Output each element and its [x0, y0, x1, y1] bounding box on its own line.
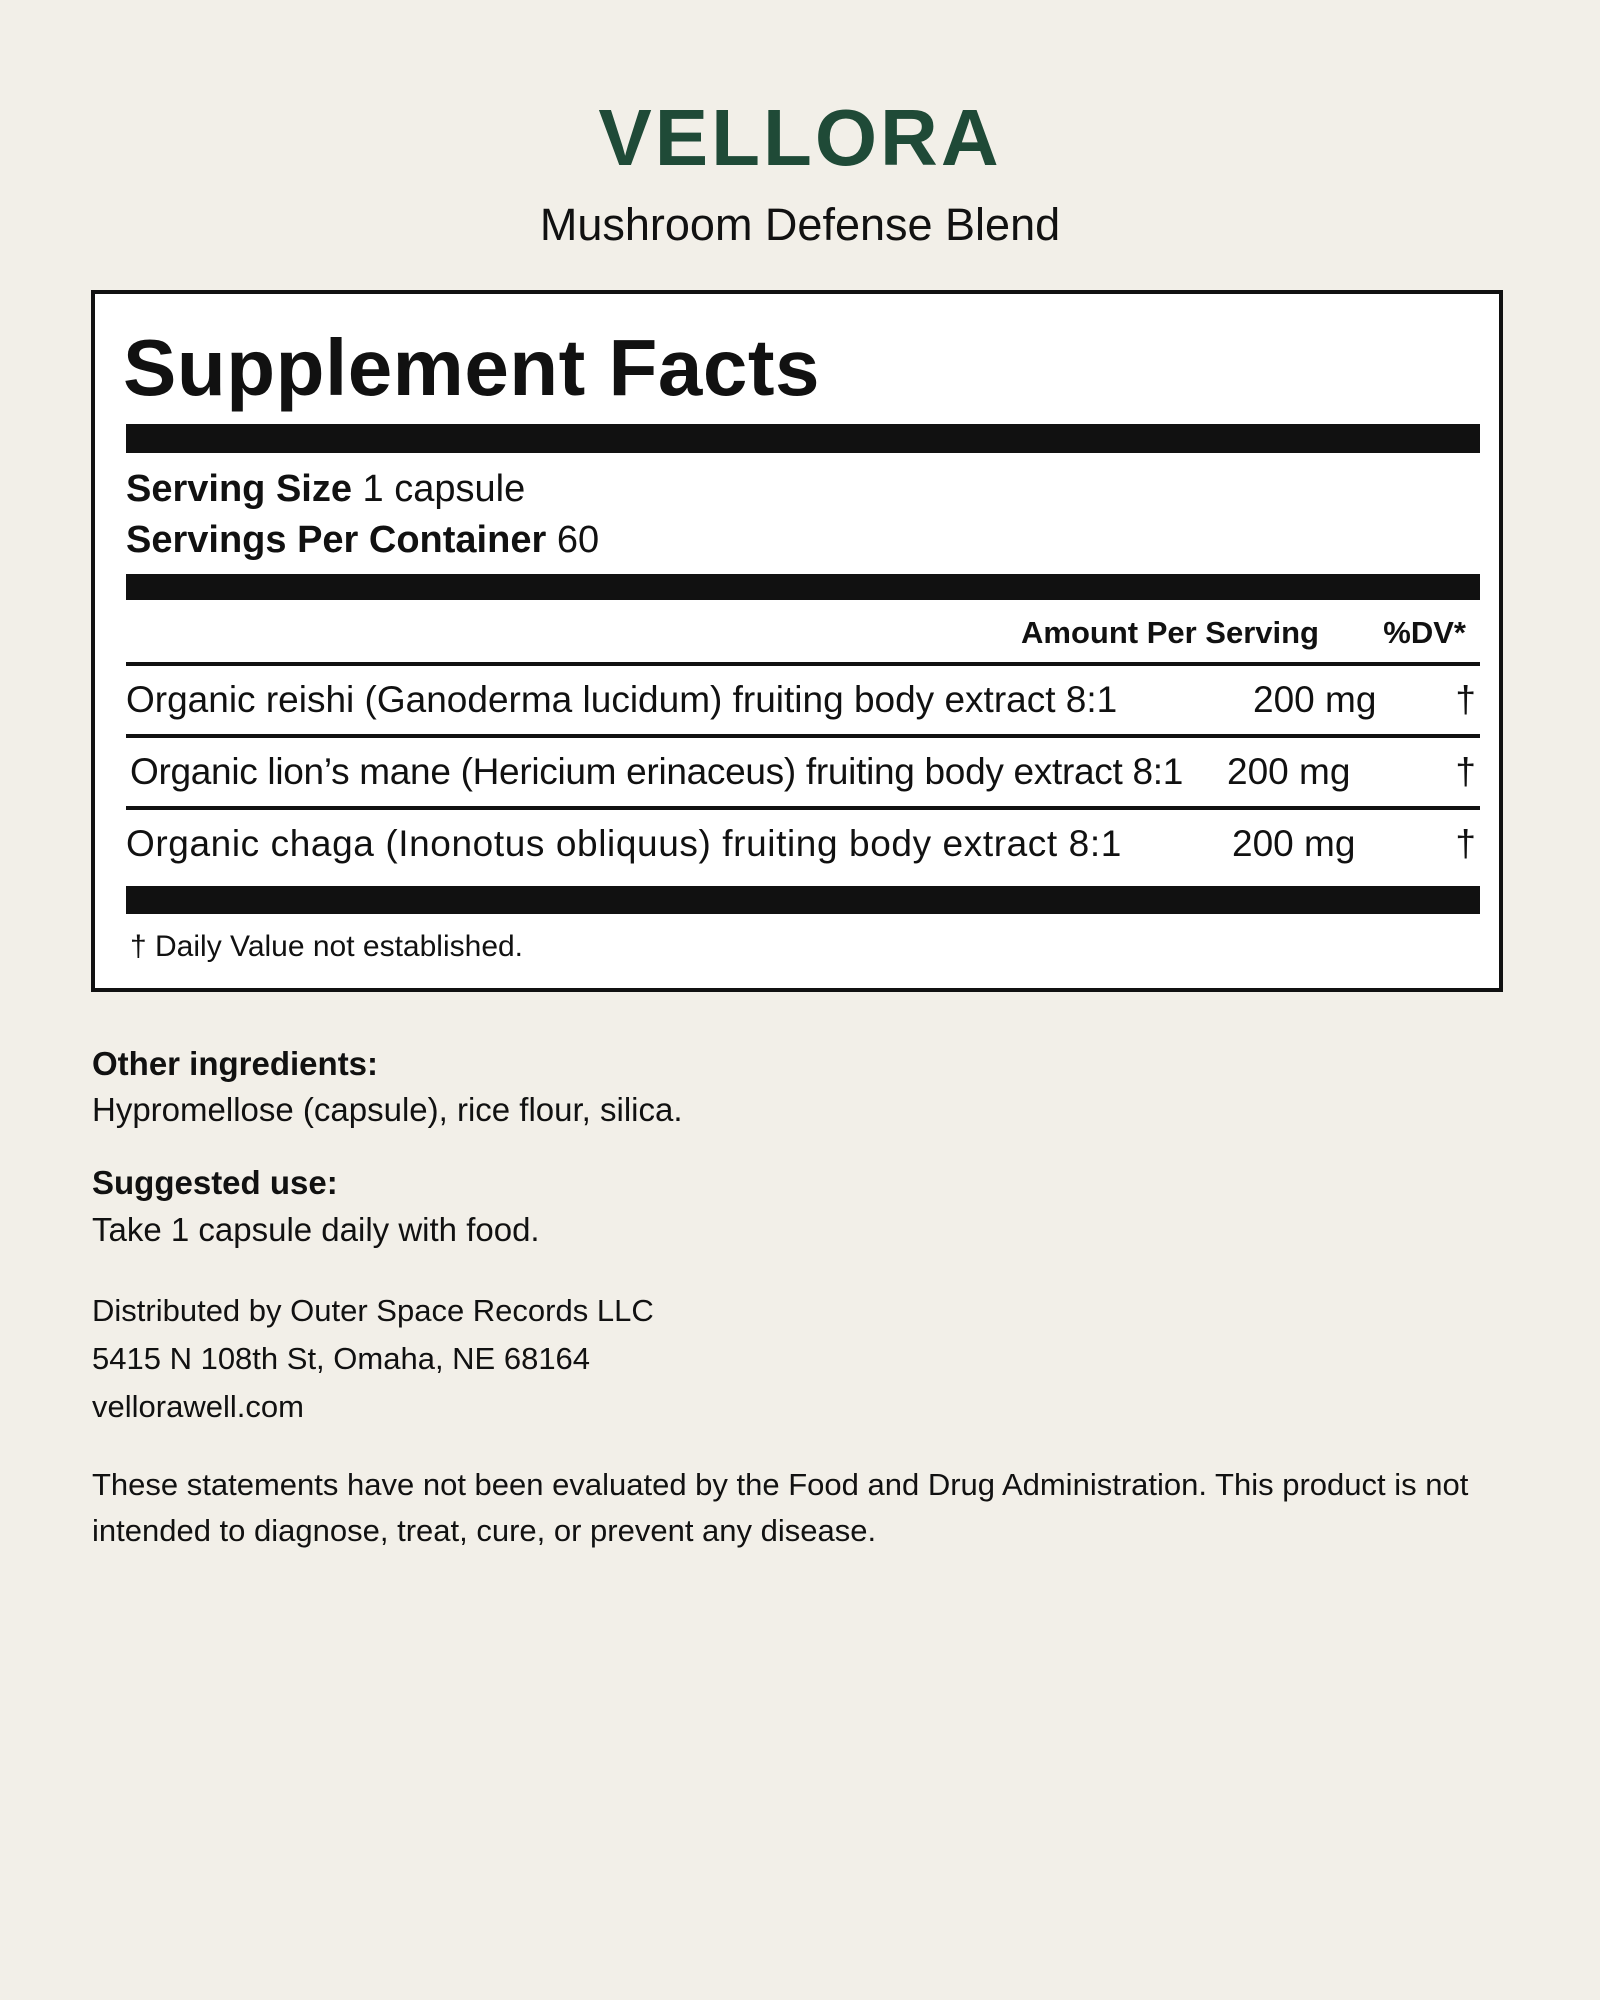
distributor-name: Distributed by Outer Space Records LLC	[92, 1293, 654, 1328]
other-ingredients-heading: Other ingredients:	[92, 1045, 379, 1082]
serving-size	[126, 466, 525, 512]
distributor-address: 5415 N 108th St, Omaha, NE 68164	[92, 1341, 591, 1376]
ingredient-name: Organic lion’s mane (Hericium erinaceus) fruiting body extract 8:1	[130, 751, 1183, 792]
ingredient-amount: 200 mg	[1232, 823, 1356, 864]
brand-name: VELLORA	[598, 93, 1002, 182]
ingredient-amount: 200 mg	[1227, 751, 1351, 792]
dv-header: %DV*	[1383, 615, 1466, 650]
other-ingredients-text: Hypromellose (capsule), rice flour, silica.	[92, 1091, 683, 1128]
distributor-info	[92, 1287, 654, 1431]
ingredient-dv: †	[1455, 751, 1476, 792]
serving-size-value: 1 capsule	[362, 468, 526, 510]
header	[0, 90, 1600, 252]
fda-disclaimer: These statements have not been evaluated by the Food and Drug Administration. This product is not intended to diagnose, treat, cure, or prevent any disease.	[92, 1467, 1469, 1548]
thick-divider	[126, 424, 1480, 453]
thick-divider	[126, 886, 1480, 914]
servings-per-container	[126, 517, 599, 563]
serving-size-label: Serving Size	[126, 468, 352, 510]
facts-title: Supplement Facts	[123, 323, 821, 412]
ingredient-dv: †	[1455, 823, 1476, 864]
thick-divider	[126, 574, 1480, 600]
table-row	[126, 738, 1480, 806]
supplement-facts-panel	[91, 290, 1503, 992]
suggested-use-text: Take 1 capsule daily with food.	[92, 1211, 540, 1248]
product-subtitle: Mushroom Defense Blend	[539, 199, 1061, 250]
distributor-website: vellorawell.com	[92, 1389, 304, 1424]
ingredient-amount: 200 mg	[1253, 679, 1377, 720]
servings-per-container-label: Servings Per Container	[126, 519, 547, 561]
dv-footnote: † Daily Value not established.	[130, 930, 524, 963]
amount-per-serving-header: Amount Per Serving	[1021, 615, 1319, 650]
servings-per-container-value: 60	[556, 519, 600, 561]
ingredient-name: Organic reishi (Ganoderma lucidum) fruiting body extract 8:1	[126, 679, 1118, 720]
ingredient-dv: †	[1455, 679, 1476, 720]
suggested-use-heading: Suggested use:	[92, 1164, 338, 1201]
table-row	[126, 666, 1480, 734]
ingredient-name: Organic chaga (Inonotus obliquus) fruiting body extract 8:1	[126, 823, 1122, 864]
table-row	[126, 810, 1480, 878]
